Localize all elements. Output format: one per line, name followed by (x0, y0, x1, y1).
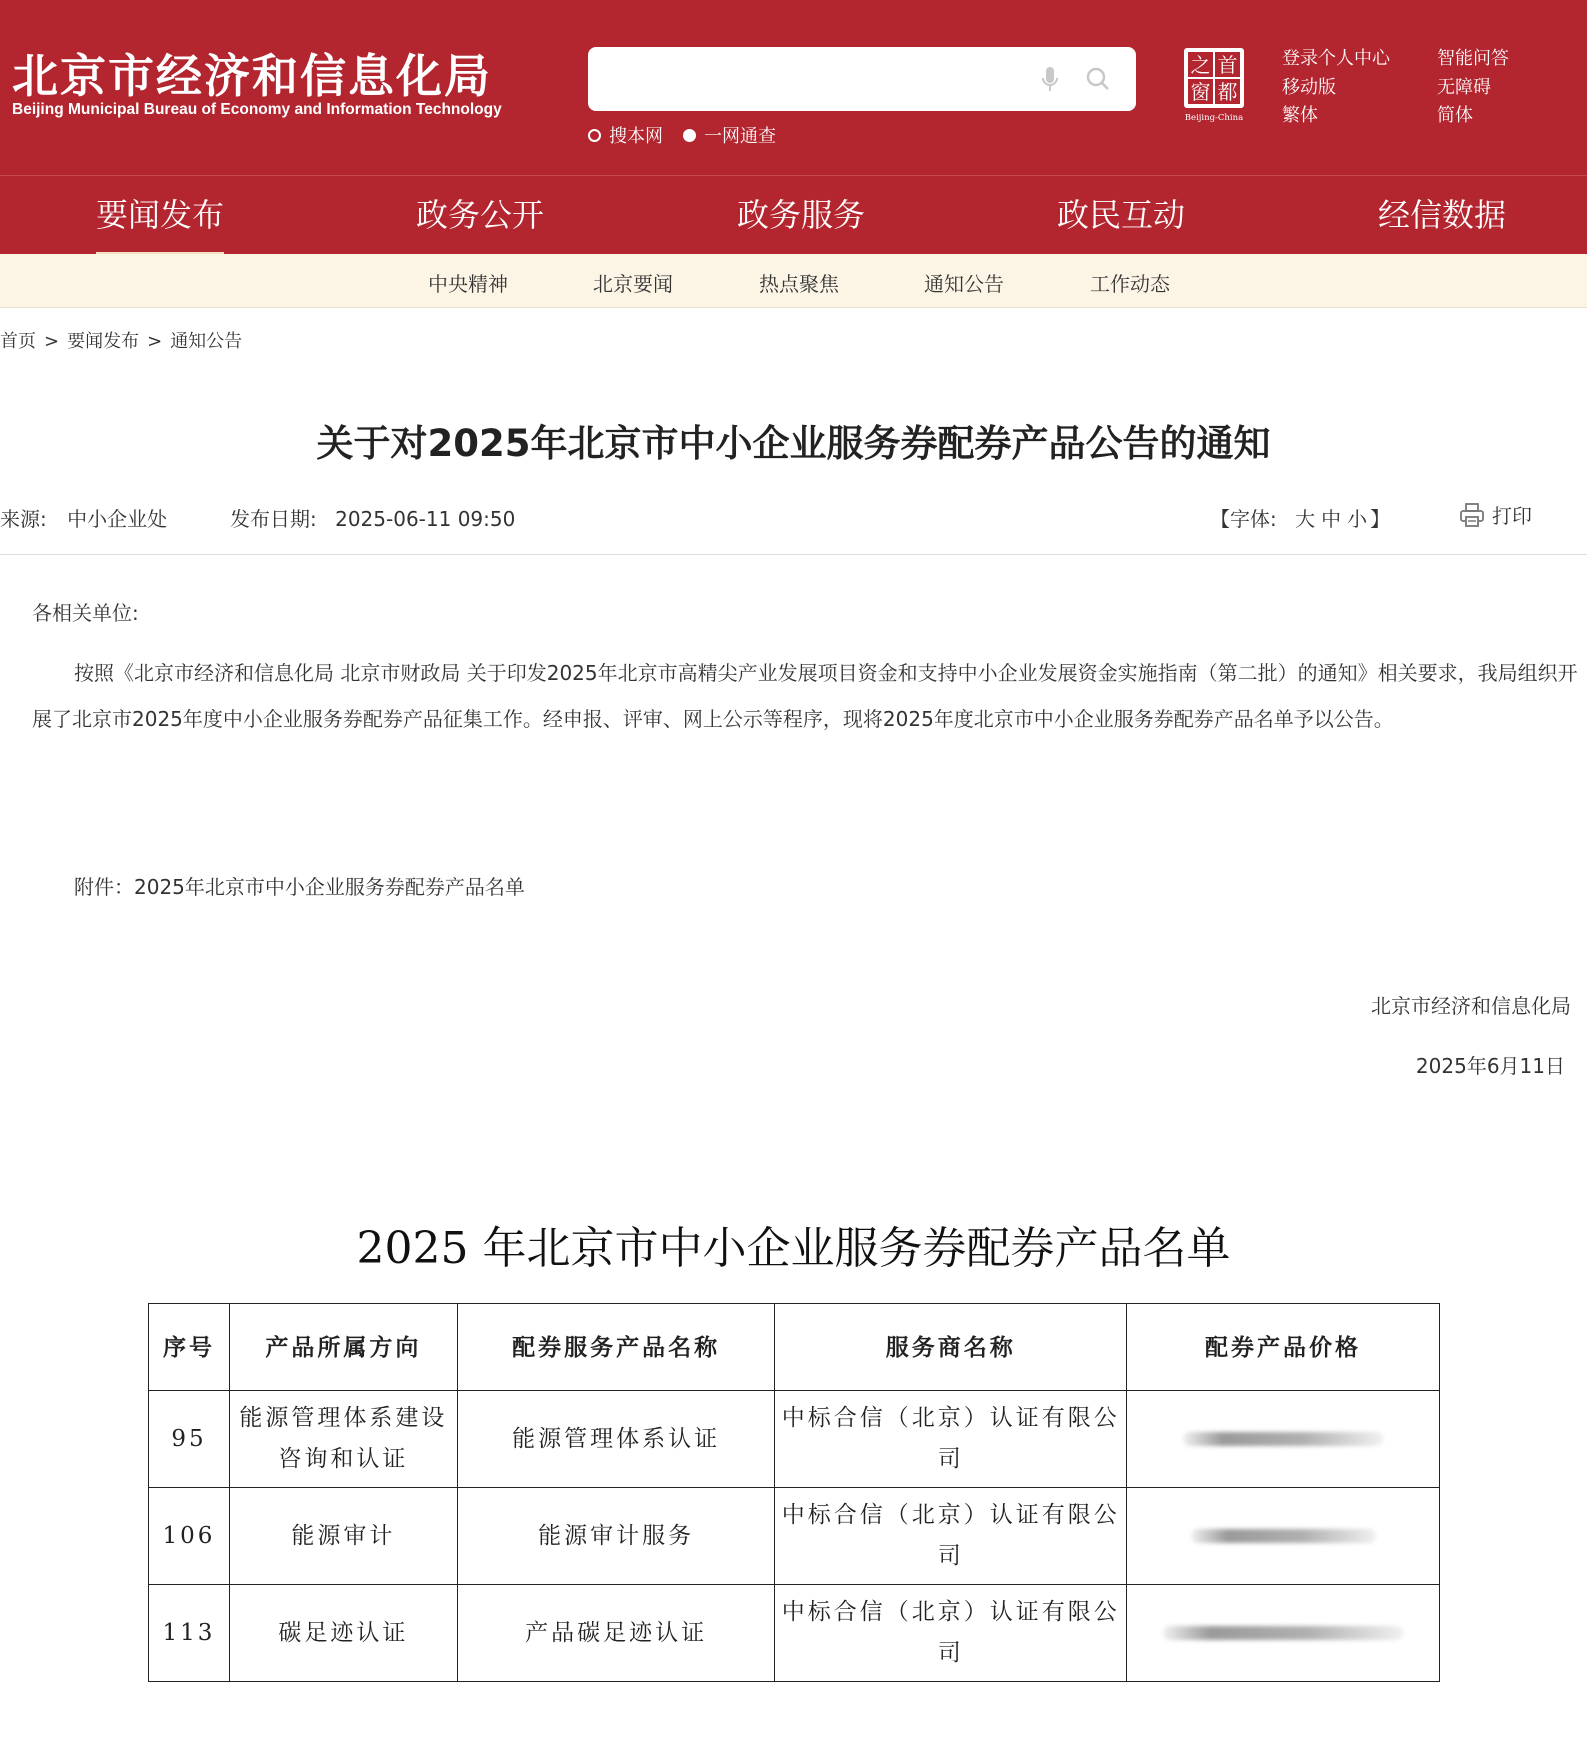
product-list-title: 2025 年北京市中小企业服务券配券产品名单 (356, 1223, 1231, 1274)
article-date (230, 503, 515, 532)
simplified-chinese-link[interactable]: 简体 (1437, 105, 1473, 126)
printer-icon (1458, 501, 1486, 529)
main-nav-news[interactable]: 要闻发布 (96, 190, 224, 236)
cell-provider: 中标合信（北京）认证有限公司 (775, 1585, 1127, 1682)
breadcrumb-separator: > (147, 331, 163, 352)
site-logo-title[interactable]: 北京市经济和信息化局 (12, 49, 492, 103)
login-personal-center-link[interactable]: 登录个人中心 (1282, 48, 1390, 69)
cell-no: 95 (149, 1391, 230, 1488)
search-scope-site-label: 搜本网 (609, 126, 663, 147)
table-row (149, 1488, 1440, 1585)
emblem-char-2: 首 (1217, 53, 1238, 77)
print-button[interactable] (1458, 500, 1532, 529)
main-nav-interaction[interactable]: 政民互动 (1057, 196, 1186, 234)
table-header-row (149, 1304, 1440, 1391)
table-row (149, 1391, 1440, 1488)
main-nav-data[interactable]: 经信数据 (1378, 196, 1507, 234)
header-product: 配券服务产品名称 (457, 1304, 775, 1391)
mobile-version-link[interactable]: 移动版 (1282, 77, 1336, 98)
font-size-medium[interactable]: 中 (1321, 507, 1342, 531)
header-provider: 服务商名称 (775, 1304, 1127, 1391)
header-price: 配券产品价格 (1127, 1304, 1440, 1391)
font-size-bracket: 】 (1370, 507, 1391, 531)
breadcrumb-news[interactable]: 要闻发布 (67, 331, 140, 352)
article-greeting: 各相关单位: (32, 601, 139, 625)
cell-provider: 中标合信（北京）认证有限公司 (775, 1391, 1127, 1488)
main-nav (0, 175, 1587, 254)
date-label: 发布日期: (230, 507, 317, 531)
radio-checked-icon[interactable] (683, 129, 696, 142)
cell-direction: 能源管理体系建设咨询和认证 (229, 1391, 457, 1488)
sub-nav-central-spirit[interactable]: 中央精神 (428, 272, 508, 296)
cell-no: 106 (149, 1488, 230, 1585)
search-icon[interactable] (1082, 63, 1114, 95)
sub-nav (0, 254, 1587, 308)
cell-product: 能源审计服务 (457, 1488, 775, 1585)
product-table (148, 1303, 1440, 1682)
font-size-label: 【字体: (1210, 507, 1277, 531)
meta-divider (0, 554, 1587, 555)
source-label: 来源: (0, 507, 47, 531)
site-header (0, 0, 1587, 175)
date-value: 2025-06-11 09:50 (335, 507, 516, 531)
emblem-char-3: 窗 (1190, 80, 1211, 104)
traditional-chinese-link[interactable]: 繁体 (1282, 105, 1318, 126)
redacted-price (1163, 1626, 1403, 1640)
emblem-char-1: 之 (1190, 53, 1211, 77)
print-label: 打印 (1492, 504, 1532, 528)
article-source (0, 503, 167, 532)
cell-no: 113 (149, 1585, 230, 1682)
breadcrumb (0, 327, 242, 353)
font-size-control (1210, 503, 1390, 532)
microphone-icon[interactable] (1034, 63, 1066, 95)
source-value: 中小企业处 (67, 507, 168, 531)
search-scope-all[interactable] (683, 122, 776, 148)
article-signature: 北京市经济和信息化局 (1371, 994, 1571, 1018)
header-direction: 产品所属方向 (229, 1304, 457, 1391)
font-size-large[interactable]: 大 (1295, 507, 1316, 531)
font-size-small[interactable]: 小 (1347, 507, 1368, 531)
main-nav-gov-services[interactable]: 政务服务 (737, 196, 866, 234)
cell-price-redacted (1127, 1585, 1440, 1682)
breadcrumb-separator: > (44, 331, 60, 352)
emblem-char-4: 都 (1217, 80, 1238, 104)
redacted-price (1183, 1432, 1383, 1446)
cell-price-redacted (1127, 1488, 1440, 1585)
search-input[interactable] (588, 47, 1136, 111)
main-nav-gov-affairs[interactable]: 政务公开 (416, 196, 545, 234)
smart-qa-link[interactable]: 智能问答 (1437, 48, 1509, 69)
cell-product: 产品碳足迹认证 (457, 1585, 775, 1682)
cell-product: 能源管理体系认证 (457, 1391, 775, 1488)
search-scope-site[interactable] (588, 122, 663, 148)
capital-window-emblem-icon[interactable] (1178, 45, 1250, 123)
accessibility-link[interactable]: 无障碍 (1437, 77, 1491, 98)
sub-nav-hot-topics[interactable]: 热点聚焦 (759, 272, 839, 296)
attachment-link[interactable]: 附件：2025年北京市中小企业服务券配券产品名单 (74, 875, 525, 899)
table-row (149, 1585, 1440, 1682)
sub-nav-notices[interactable]: 通知公告 (924, 272, 1004, 296)
header-no: 序号 (149, 1304, 230, 1391)
article-title: 关于对2025年北京市中小企业服务券配券产品公告的通知 (316, 422, 1271, 465)
redacted-price (1191, 1529, 1376, 1543)
cell-direction: 碳足迹认证 (229, 1585, 457, 1682)
breadcrumb-home[interactable]: 首页 (0, 331, 36, 352)
cell-provider: 中标合信（北京）认证有限公司 (775, 1488, 1127, 1585)
site-logo-subtitle: Beijing Municipal Bureau of Economy and Information Technology (12, 101, 502, 118)
article-sign-date: 2025年6月11日 (1415, 1054, 1565, 1078)
sub-nav-work-updates[interactable]: 工作动态 (1090, 272, 1170, 296)
breadcrumb-notices[interactable]: 通知公告 (170, 331, 243, 352)
article-body: 按照《北京市经济和信息化局 北京市财政局 关于印发2025年北京市高精尖产业发展项目资金和支持中小企业发展资金实施指南（第二批）的通知》相关要求，我局组织开展了北京市2025年度中小企业服务券配券产品征集工作。经申报、评审、网上公示等程序，现将2025年度北京市中小企业服务券配券产品名单予以公告。 (32, 661, 1578, 731)
emblem-subtitle: Beijing-China (1184, 113, 1244, 123)
cell-direction: 能源审计 (229, 1488, 457, 1585)
sub-nav-beijing-news[interactable]: 北京要闻 (593, 272, 673, 296)
search-scope-all-label: 一网通查 (704, 126, 776, 147)
cell-price-redacted (1127, 1391, 1440, 1488)
radio-unchecked-icon[interactable] (588, 129, 601, 142)
